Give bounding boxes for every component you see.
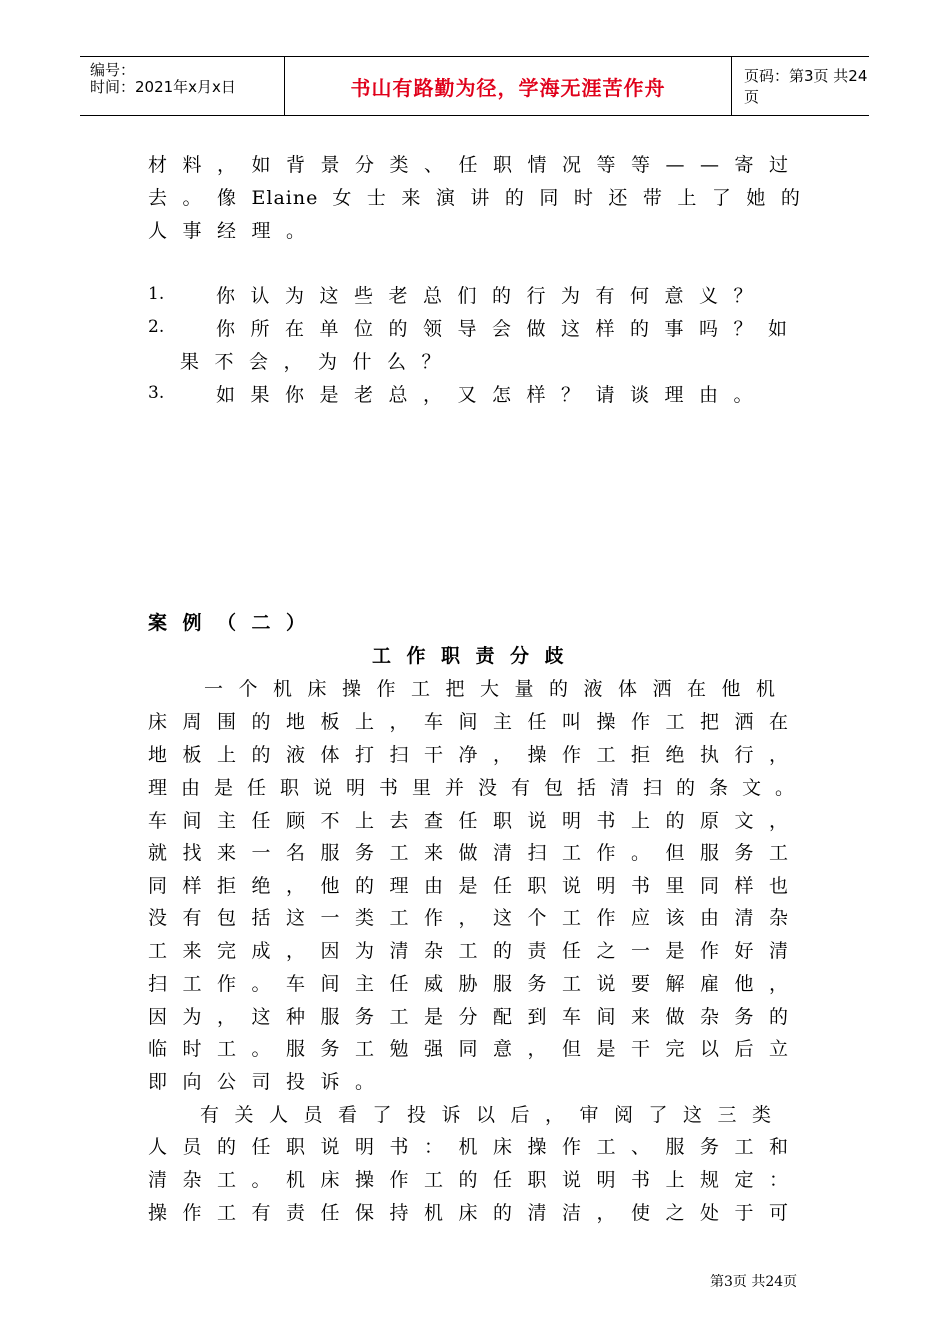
motto: 书山有路勤为径，学海无涯苦作舟 — [350, 75, 666, 100]
case-line: 没有包括这一类工作，这个工作应该由清杂 — [148, 907, 804, 929]
case-label: 案例（二） — [148, 612, 321, 634]
number-label: 编号： — [90, 61, 136, 79]
case-line: 理由是任职说明书里并没有包括清扫的条文。 — [148, 777, 809, 799]
case-line: 地板上的液体打扫干净，操作工拒绝执行， — [148, 744, 804, 766]
question-2-number: 2. — [148, 317, 165, 337]
case-line: 因为，这种服务工是分配到车间来做杂务的 — [148, 1006, 804, 1028]
case-line: 工来完成，因为清杂工的责任之一是作好清 — [148, 940, 804, 962]
question-3-text: 如果你是老总，又怎样？请谈理由。 — [216, 384, 769, 406]
case-line: 操作工有责任保持机床的清洁，使之处于可 — [148, 1202, 804, 1224]
case-line: 同样拒绝，他的理由是任职说明书里同样也 — [148, 875, 804, 897]
intro-line-2-b: 女士来演讲的同时还带上了她的 — [332, 187, 816, 209]
question-3-number: 3. — [148, 383, 165, 403]
time-label: 时间：2021年x月x日 — [90, 78, 236, 96]
page-info: 页码：第3页 共24页 — [744, 67, 868, 106]
case-line: 人员的任职说明书：机床操作工、服务工和 — [148, 1136, 804, 1158]
case-line: 一个机床操作工把大量的液体洒在他机 — [204, 678, 791, 700]
case-line: 车间主任顾不上去查任职说明书上的原文， — [148, 810, 804, 832]
page-footer: 第3页 共24页 — [710, 1274, 798, 1290]
intro-line-2-a: 去。像 — [148, 187, 252, 209]
case-line: 就找来一名服务工来做清扫工作。但服务工 — [148, 842, 804, 864]
intro-line-2 — [148, 183, 815, 210]
question-1-number: 1. — [148, 284, 165, 304]
intro-line-1: 材料，如背景分类、任职情况等等——寄过 — [148, 154, 804, 176]
question-1-text: 你认为这些老总们的行为有何意义？ — [216, 285, 769, 307]
case-title: 工作职责分歧 — [372, 645, 580, 667]
case-line: 清杂工。机床操作工的任职说明书上规定： — [148, 1169, 804, 1191]
case-line: 扫工作。车间主任威胁服务工说要解雇他， — [148, 973, 804, 995]
intro-name: Elaine — [251, 187, 319, 209]
intro-line-3: 人事经理。 — [148, 220, 321, 242]
case-line: 床周围的地板上，车间主任叫操作工把洒在 — [148, 711, 804, 733]
header-page-cell — [732, 57, 869, 115]
header-motto-cell — [284, 57, 732, 115]
question-2-text: 你所在单位的领导会做这样的事吗？如 — [216, 318, 803, 340]
case-line: 有关人员看了投诉以后，审阅了这三类 — [200, 1104, 787, 1126]
question-2-continuation: 果不会，为什么？ — [180, 351, 457, 373]
case-line: 即向公司投诉。 — [148, 1071, 390, 1093]
page-header — [80, 56, 869, 116]
case-line: 临时工。服务工勉强同意，但是干完以后立 — [148, 1038, 804, 1060]
header-meta — [80, 57, 284, 115]
